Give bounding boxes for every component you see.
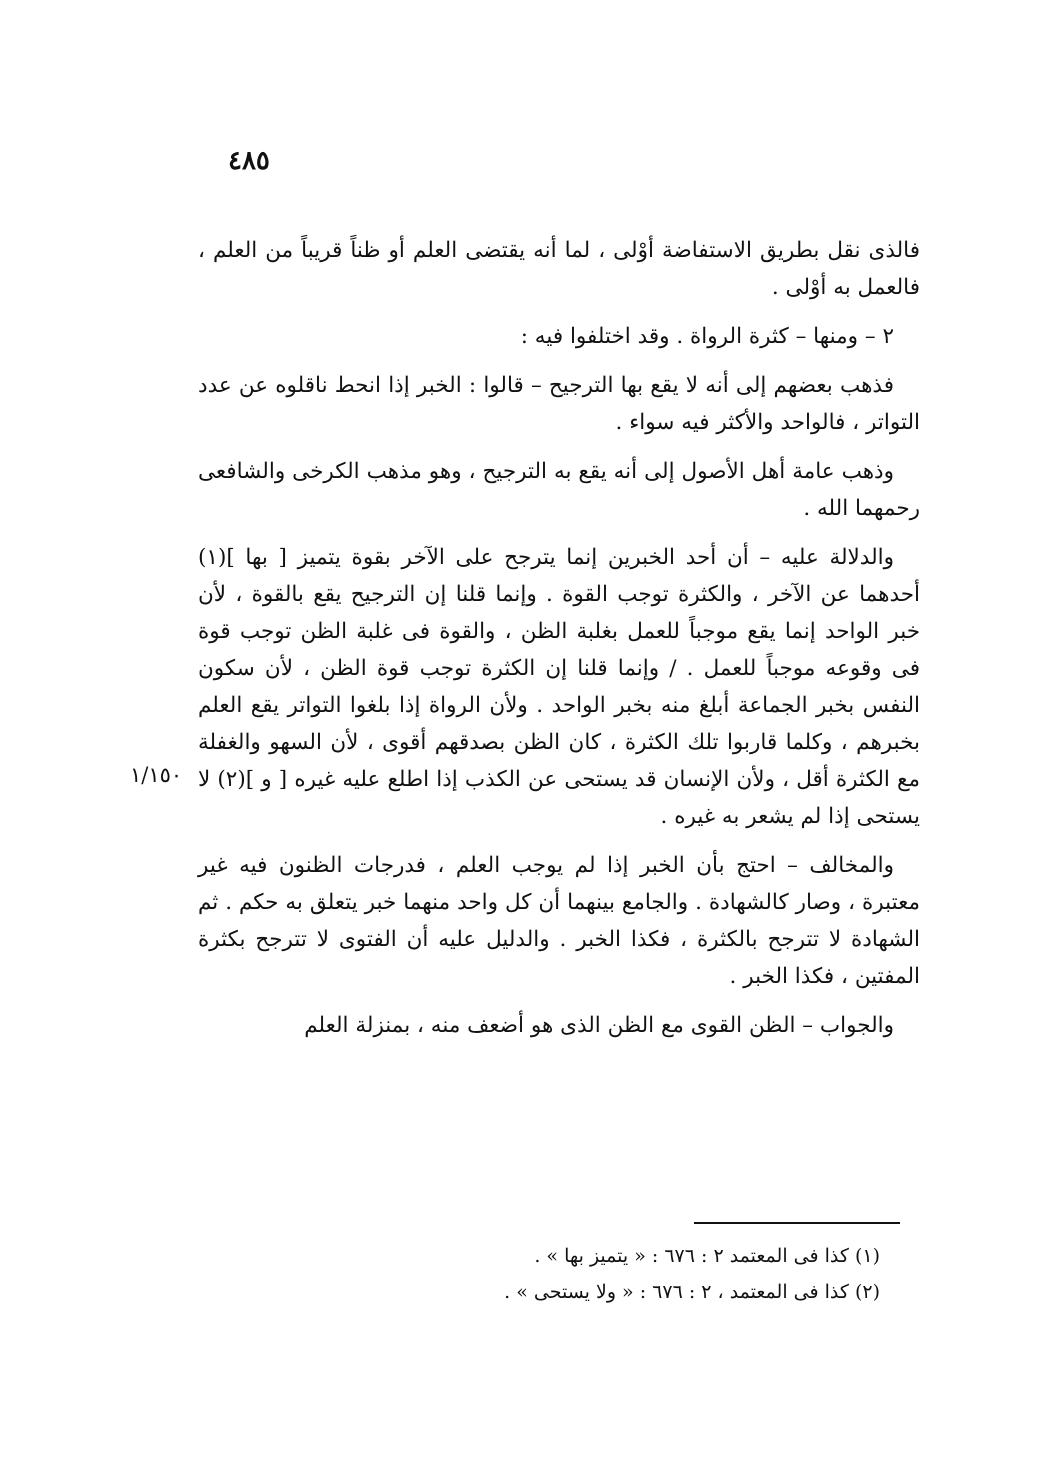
page-number: ٤٨٥ — [228, 146, 270, 176]
paragraph-7: والجواب – الظن القوى مع الظن الذى هو أضعف منه ، بمنزلة العلم — [304, 1013, 894, 1038]
margin-note: ١/١٥٠ — [130, 763, 183, 787]
paragraph-5: والدلالة عليه – أن أحد الخبرين إنما يترجح على الآخر بقوة يتميز [ بها ](١) أحدهما عن الآخر ، والكثرة توجب القوة . وإنما قلنا إن الترجيح يقع بالقوة ، لأن خبر الواحد إنما يقع موجباً للعمل بغلبة الظن ، والقوة فى غلبة الظن توجب قوة فى وقوعه موجباً للعمل . / وإنما قلنا إن الكثرة توجب قوة الظن ، لأن سكون النفس بخبر الجماعة أبلغ منه بخبر الواحد . ولأن الرواة إذا بلغوا التواتر يقع العلم بخبرهم ، وكلما قاربوا تلك الكثرة ، كان الظن بصدقهم أقوى ، لأن السهو والغفلة مع الكثرة أقل ، ولأن الإنسان قد يستحى عن الكذب إذا اطلع عليه غيره [ و ](٢) لا يستحى إذا لم يشعر به غيره . — [198, 545, 920, 829]
footnote-divider — [694, 1222, 900, 1224]
paragraph-4: وذهب عامة أهل الأصول إلى أنه يقع به الترجيح ، وهو مذهب الكرخى والشافعى رحمهما الله . — [198, 459, 920, 521]
paragraph-1: فالذى نقل بطريق الاستفاضة أوْلى ، لما أنه يقتضى العلم أو ظناً قريباً من العلم ، فالعمل به أوْلى . — [198, 238, 920, 300]
footnote-1: (١) كذا فى المعتمد ٢ : ٦٧٦ : « يتميز بها » . — [534, 1245, 880, 1267]
paragraph-3: فذهب بعضهم إلى أنه لا يقع بها الترجيح – قالوا : الخبر إذا انحط ناقلوه عن عدد التواتر ، فالواحد والأكثر فيه سواء . — [198, 373, 920, 435]
paragraph-2: ٢ – ومنها – كثرة الرواة . وقد اختلفوا فيه : — [520, 324, 894, 349]
footnote-2: (٢) كذا فى المعتمد ، ٢ : ٦٧٦ : « ولا يستحى » . — [504, 1281, 880, 1303]
footnotes — [420, 1238, 880, 1310]
main-text — [198, 232, 920, 1056]
paragraph-6: والمخالف – احتج بأن الخبر إذا لم يوجب العلم ، فدرجات الظنون فيه غير معتبرة ، وصار كالشهادة . والجامع بينهما أن كل واحد منهما خبر يتعلق به حكم . ثم الشهادة لا تترجح بالكثرة ، فكذا الخبر . والدليل عليه أن الفتوى لا تترجح بكثرة المفتين ، فكذا الخبر . — [198, 853, 920, 989]
